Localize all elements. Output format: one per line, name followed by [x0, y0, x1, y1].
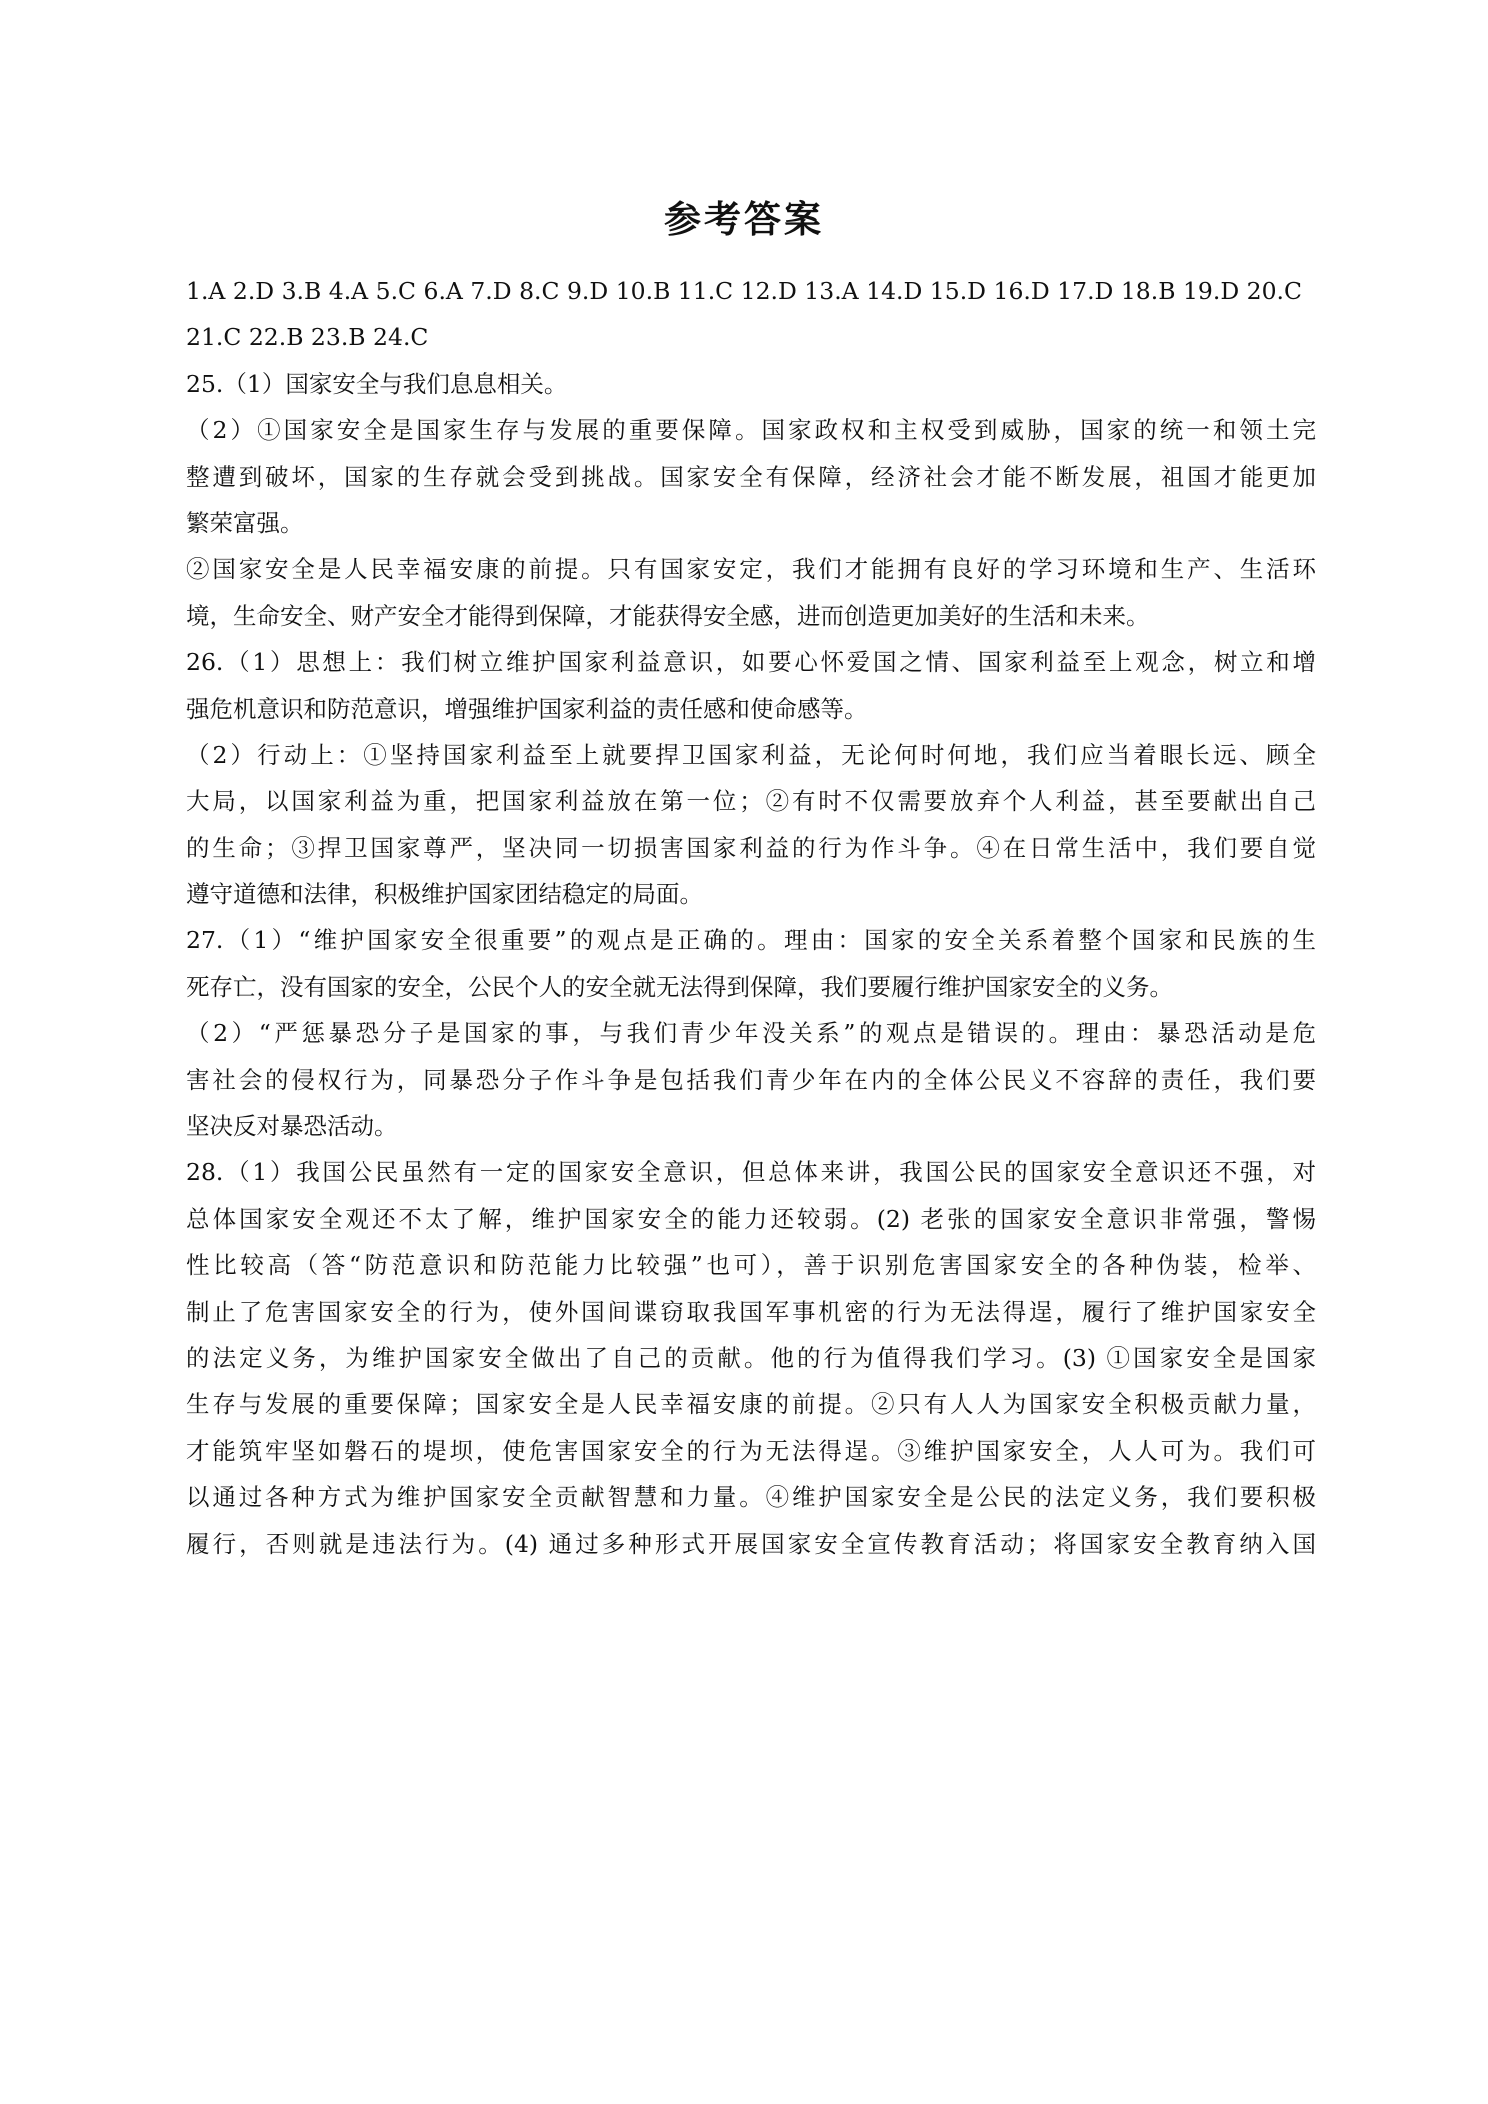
answer-body	[186, 268, 1316, 1567]
answer-line: 的法定义务，为维护国家安全做出了自己的贡献。他的行为值得我们学习。(3) ①国家安全是国家	[186, 1343, 1316, 1372]
answer-line: （2）“严惩暴恐分子是国家的事，与我们青少年没关系”的观点是错误的。理由：暴恐活动是危	[186, 1019, 1316, 1048]
answer-line: 25.（1）国家安全与我们息息相关。	[186, 369, 568, 398]
answer-line: 繁荣富强。	[186, 508, 304, 537]
answer-line: 才能筑牢坚如磐石的堤坝，使危害国家安全的行为无法得逞。③维护国家安全，人人可为。我们可	[186, 1436, 1316, 1465]
answer-line: 制止了危害国家安全的行为，使外国间谍窃取我国军事机密的行为无法得逞，履行了维护国家安全	[186, 1297, 1316, 1326]
answer-line: 强危机意识和防范意识，增强维护国家利益的责任感和使命感等。	[186, 694, 868, 723]
answer-line: 28.（1）我国公民虽然有一定的国家安全意识，但总体来讲，我国公民的国家安全意识还不强，对	[186, 1158, 1316, 1187]
answer-line: 整遭到破坏，国家的生存就会受到挑战。国家安全有保障，经济社会才能不断发展，祖国才能更加	[186, 462, 1316, 491]
answer-line: 21.C 22.B 23.B 24.C	[186, 323, 429, 352]
answer-line: 境，生命安全、财产安全才能得到保障，才能获得安全感，进而创造更加美好的生活和未来。	[186, 601, 1150, 630]
answer-line: ②国家安全是人民幸福安康的前提。只有国家安定，我们才能拥有良好的学习环境和生产、生活环	[186, 555, 1316, 584]
answer-line: 总体国家安全观还不太了解，维护国家安全的能力还较弱。(2) 老张的国家安全意识非常强，警惕	[186, 1204, 1316, 1233]
answer-line: 26.（1）思想上：我们树立维护国家利益意识，如要心怀爱国之情、国家利益至上观念，树立和增	[186, 648, 1316, 677]
page-title: 参考答案	[664, 198, 824, 241]
answer-line: （2）行动上：①坚持国家利益至上就要捍卫国家利益，无论何时何地，我们应当着眼长远、顾全	[186, 740, 1316, 769]
answer-line: 遵守道德和法律，积极维护国家团结稳定的局面。	[186, 880, 703, 909]
answer-line: 大局，以国家利益为重，把国家利益放在第一位；②有时不仅需要放弃个人利益，甚至要献出自己	[186, 787, 1316, 816]
answer-line: 死存亡，没有国家的安全，公民个人的安全就无法得到保障，我们要履行维护国家安全的义务。	[186, 972, 1173, 1001]
answer-line: 1.A 2.D 3.B 4.A 5.C 6.A 7.D 8.C 9.D 10.B 11.C 12.D 13.A 14.D 15.D 16.D 17.D 18.B 19.D 20.C	[186, 277, 1303, 305]
answer-line: 的生命；③捍卫国家尊严，坚决同一切损害国家利益的行为作斗争。④在日常生活中，我们要自觉	[186, 833, 1316, 862]
answer-line: （2）①国家安全是国家生存与发展的重要保障。国家政权和主权受到威胁，国家的统一和领土完	[186, 416, 1316, 445]
answer-line: 害社会的侵权行为，同暴恐分子作斗争是包括我们青少年在内的全体公民义不容辞的责任，我们要	[186, 1065, 1316, 1094]
answer-line: 以通过各种方式为维护国家安全贡献智慧和力量。④维护国家安全是公民的法定义务，我们要积极	[186, 1483, 1316, 1512]
answer-line: 27.（1）“维护国家安全很重要”的观点是正确的。理由：国家的安全关系着整个国家和民族的生	[186, 926, 1316, 955]
answer-line: 坚决反对暴恐活动。	[186, 1112, 398, 1141]
answer-line: 履行，否则就是违法行为。(4) 通过多种形式开展国家安全宣传教育活动；将国家安全教育纳入国	[186, 1529, 1316, 1558]
answer-line: 生存与发展的重要保障；国家安全是人民幸福安康的前提。②只有人人为国家安全积极贡献力量，	[186, 1390, 1316, 1419]
answer-line: 性比较高（答“防范意识和防范能力比较强”也可），善于识别危害国家安全的各种伪装，检举、	[186, 1251, 1316, 1280]
